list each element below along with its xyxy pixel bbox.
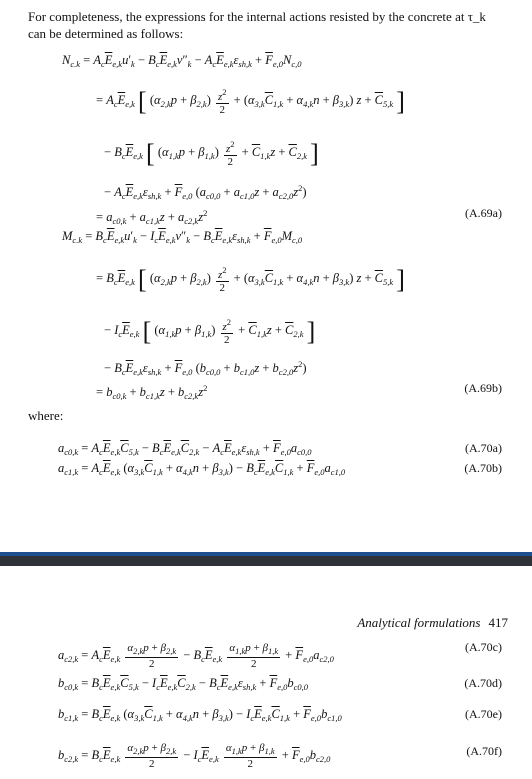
eq-number-a70d: (A.70d) — [464, 676, 502, 690]
eq-mck-line4: − $B_c\overline{E}_{e,k}\varepsilon_{sh,k} + \overline{F}_{e,0}$ $(b_{c0,0} + b_{c1,0}z + b_{c2,0}z^2)$ — [104, 359, 307, 377]
eq-bc0k: $b_{c0,k} = B_c\overline{E}_{e,k}\overline{C}_{5,k} - I_c\overline{E}_{e,k}\overline{C}_{2,k} - B_c\overline{E}_{e,k}\varepsilon_{sh,k} + \overline{F}_{e,0}b_{c0,0}$ — [58, 676, 309, 692]
eq-nck-line1: $N_{c.k} = A_c\overline{E}_{e,k}u'_k - B_c\overline{E}_{e,k}v''_k - A_c\overline{E}_{e,k}\varepsilon_{sh,k} + \overline{F}_{e,0}N_{c,0}$ — [62, 53, 302, 69]
eq-nck-line5: = $a_{c0,k} + a_{c1,k}z + a_{c2,k}z^2$ — [96, 208, 208, 226]
page-number: 417 — [488, 615, 508, 630]
eq-number-a69a: (A.69a) — [465, 206, 502, 220]
page-break-band — [0, 552, 532, 566]
eq-nck-line3: − $B_c\overline{E}_{e,k}$ [ $(\alpha_{1,k}p + \beta_{1,k})$ $\frac{z^2}{2}$ + $\overline{C}_{1,k}z + \overline{C}_{2,k}$ ] — [104, 138, 319, 168]
eq-ac2k: $a_{c2,k} = A_c\overline{E}_{e,k}$ $\frac{\alpha_{2,k}p + \beta_{2,k}}{2}$ − $B_c\overline{E}_{e,k}$ $\frac{\alpha_{1,k}p + \beta_{1,k}}{2}$ + $\overline{F}_{e,0}a_{c2,0}$ — [58, 642, 334, 670]
eq-nck-line4: − $A_c\overline{E}_{e,k}\varepsilon_{sh,k} + \overline{F}_{e,0}$ $(a_{c0,0} + a_{c1,0}z + a_{c2,0}z^2)$ — [104, 183, 307, 201]
eq-mck-line3: − $I_c\overline{E}_{e,k}$ [ $(\alpha_{1,k}p + \beta_{1,k})$ $\frac{z^2}{2}$ + $\overline{C}_{1,k}z + \overline{C}_{2,k}$ ] — [104, 316, 316, 346]
eq-nck-line2: = $A_c\overline{E}_{e,k}$ [ $(\alpha_{2,k}p + \beta_{2,k})$ $\frac{z^2}{2}$ + $(\alpha_{3,k}\overline{C}_{1,k} + \alpha_{4,k}n + \beta_{3,k}) z + \overline{C}_{5,k}$ ] — [96, 86, 405, 116]
eq-number-a70e: (A.70e) — [465, 707, 502, 721]
running-head — [357, 615, 508, 631]
eq-number-a70a: (A.70a) — [465, 441, 502, 455]
eq-bc2k: $b_{c2,k} = B_c\overline{E}_{e,k}$ $\frac{\alpha_{2,k}p + \beta_{2,k}}{2}$ − $I_c\overline{E}_{e,k}$ $\frac{\alpha_{1,k}p + \beta_{1,k}}{2}$ + $\overline{F}_{e,0}b_{c2,0}$ — [58, 742, 331, 770]
eq-mck-line2: = $B_c\overline{E}_{e,k}$ [ $(\alpha_{2,k}p + \beta_{2,k})$ $\frac{z^2}{2}$ + $(\alpha_{3,k}\overline{C}_{1,k} + \alpha_{4,k}n + \beta_{3,k}) z + \overline{C}_{5,k}$ ] — [96, 264, 405, 294]
eq-ac1k: $a_{c1,k} = A_c\overline{E}_{e,k}$ $(\alpha_{3,k}\overline{C}_{1,k} + \alpha_{4,k}n + \beta_{3,k}) - B_c\overline{E}_{e,k}\overline{C}_{1,k} + \overline{F}_{e,0}a_{c1,0}$ — [58, 461, 346, 477]
eq-mck-line5: = $b_{c0,k} + b_{c1,k}z + b_{c2,k}z^2$ — [96, 383, 208, 401]
eq-number-a69b: (A.69b) — [464, 381, 502, 395]
eq-bc1k: $b_{c1,k} = B_c\overline{E}_{e,k}$ $(\alpha_{3,k}\overline{C}_{1,k} + \alpha_{4,k}n + \beta_{3,k}) - I_c\overline{E}_{e,k}\overline{C}_{1,k} + \overline{F}_{e,0}b_{c1,0}$ — [58, 707, 342, 723]
eq-ac0k: $a_{c0,k} = A_c\overline{E}_{e,k}\overline{C}_{5,k} - B_c\overline{E}_{e,k}\overline{C}_{2,k} - A_c\overline{E}_{e,k}\varepsilon_{sh,k} + \overline{F}_{e,0}a_{c0,0}$ — [58, 441, 312, 457]
eq-mck-line1: $M_{c.k} = B_c\overline{E}_{e,k}u'_k - I_c\overline{E}_{e,k}v''_k - B_c\overline{E}_{e,k}\varepsilon_{sh,k} + \overline{F}_{e,0}M_{c,0}$ — [62, 229, 303, 245]
where-label: where: — [28, 408, 64, 423]
eq-number-a70b: (A.70b) — [464, 461, 502, 475]
eq-number-a70f: (A.70f) — [466, 744, 502, 758]
intro-paragraph: For completeness, the expressions for the internal actions resisted by the concrete at τ_k can be determined as follows: — [28, 9, 486, 41]
running-head-title: Analytical formulations — [357, 615, 481, 630]
eq-number-a70c: (A.70c) — [465, 640, 502, 654]
